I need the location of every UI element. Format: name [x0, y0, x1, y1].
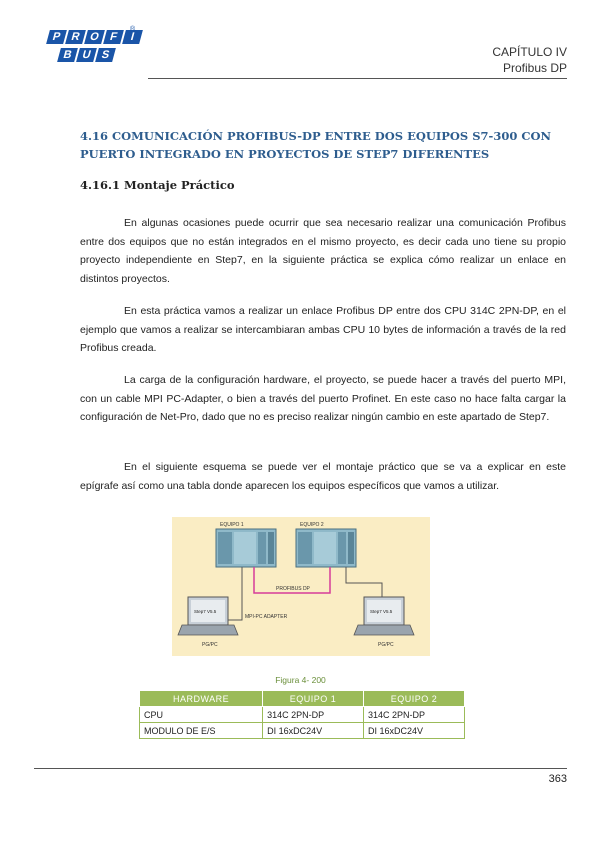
table-cell: DI 16xDC24V	[364, 723, 465, 739]
label-pg-pc-2: PG/PC	[378, 642, 394, 648]
laptop-1-screen-text: Step7 V5.5	[194, 609, 217, 614]
logo-letter: R	[65, 30, 86, 44]
label-pg-pc-1: PG/PC	[202, 642, 218, 648]
subsection-title: 4.16.1 Montaje Práctico	[80, 178, 235, 192]
header-divider	[148, 78, 567, 79]
label-equipo-2: EQUIPO 2	[300, 522, 324, 528]
profinet-cable	[346, 567, 382, 597]
logo-letter: I	[122, 30, 143, 44]
logo-letter: P	[46, 30, 67, 44]
laptop-pg-pc-1	[178, 597, 238, 635]
table-cell: DI 16xDC24V	[263, 723, 364, 739]
header-equipo-1: EQUIPO 1	[263, 691, 364, 707]
label-profibus-dp: PROFIBUS DP	[276, 586, 310, 592]
logo-top-row	[48, 30, 141, 44]
chapter-subtitle: Profibus DP	[502, 61, 567, 75]
paragraph-3: La carga de la configuración hardware, el proyecto, se puede hacer a través del puerto MPI, con un cable MPI PC-Adapter, o bien a través del puerto Profinet. En este caso no hace falta cargar la configuración de Net-Pro, dado que no es preciso realizar ningún cambio en este apartado de Step7.	[80, 374, 566, 423]
label-equipo-1: EQUIPO 1	[220, 522, 244, 528]
table-cell: 314C 2PN-DP	[364, 707, 465, 723]
profibus-logo	[44, 26, 139, 68]
table-row	[140, 707, 465, 723]
header-equipo-2: EQUIPO 2	[364, 691, 465, 707]
laptop-2-screen-text: Step7 V5.5	[370, 609, 393, 614]
plc-equipo-2	[296, 529, 356, 567]
table-cell: CPU	[140, 707, 263, 723]
chapter-header	[492, 44, 567, 76]
logo-letter: U	[76, 48, 97, 62]
logo-letter: B	[57, 48, 78, 62]
montage-diagram	[172, 517, 430, 656]
figure-caption: Figura 4- 200	[275, 675, 326, 685]
logo-letter: S	[95, 48, 116, 62]
logo-letter: O	[84, 30, 105, 44]
hardware-table	[139, 690, 465, 739]
paragraph-4: En el siguiente esquema se puede ver el montaje práctico que se va a explicar en este epígrafe así como una tabla donde aparecen los equipos específicos que vamos a utilizar.	[80, 461, 566, 492]
logo-letter: F	[103, 30, 124, 44]
plc-equipo-1	[216, 529, 276, 567]
table-cell: 314C 2PN-DP	[263, 707, 364, 723]
registered-mark: ®	[130, 26, 136, 33]
logo-bottom-row	[59, 48, 114, 62]
table-row	[140, 723, 465, 739]
page-number: 363	[548, 773, 567, 785]
label-mpi-adapter: MPI-PC ADAPTER	[245, 614, 288, 620]
table-cell: MODULO DE E/S	[140, 723, 263, 739]
laptop-pg-pc-2	[354, 597, 414, 635]
diagram-svg	[172, 517, 430, 656]
paragraph-1: En algunas ocasiones puede ocurrir que sea necesario realizar una comunicación Profibus entre dos equipos que no están integrados en el mismo proyecto, es decir cada uno tiene su propio proyecto independiente en Step7, en la siguiente práctica se explica cómo realizar un enlace en distintos proyectos.	[80, 217, 566, 285]
paragraph-2: En esta práctica vamos a realizar un enlace Profibus DP entre dos CPU 314C 2PN-DP, en el ejemplo que vamos a realizar se intercambiaran ambas CPU 10 bytes de información a través de la red Profibus creada.	[80, 305, 566, 354]
header-hardware: HARDWARE	[140, 691, 263, 707]
table-header-row	[140, 691, 465, 707]
footer-divider	[34, 768, 567, 769]
section-title: 4.16 COMUNICACIÓN PROFIBUS-DP ENTRE DOS EQUIPOS S7-300 CON PUERTO INTEGRADO EN PROYECTOS DE STEP7 DIFERENTES	[80, 129, 552, 161]
chapter-title: CAPÍTULO IV	[492, 45, 567, 59]
